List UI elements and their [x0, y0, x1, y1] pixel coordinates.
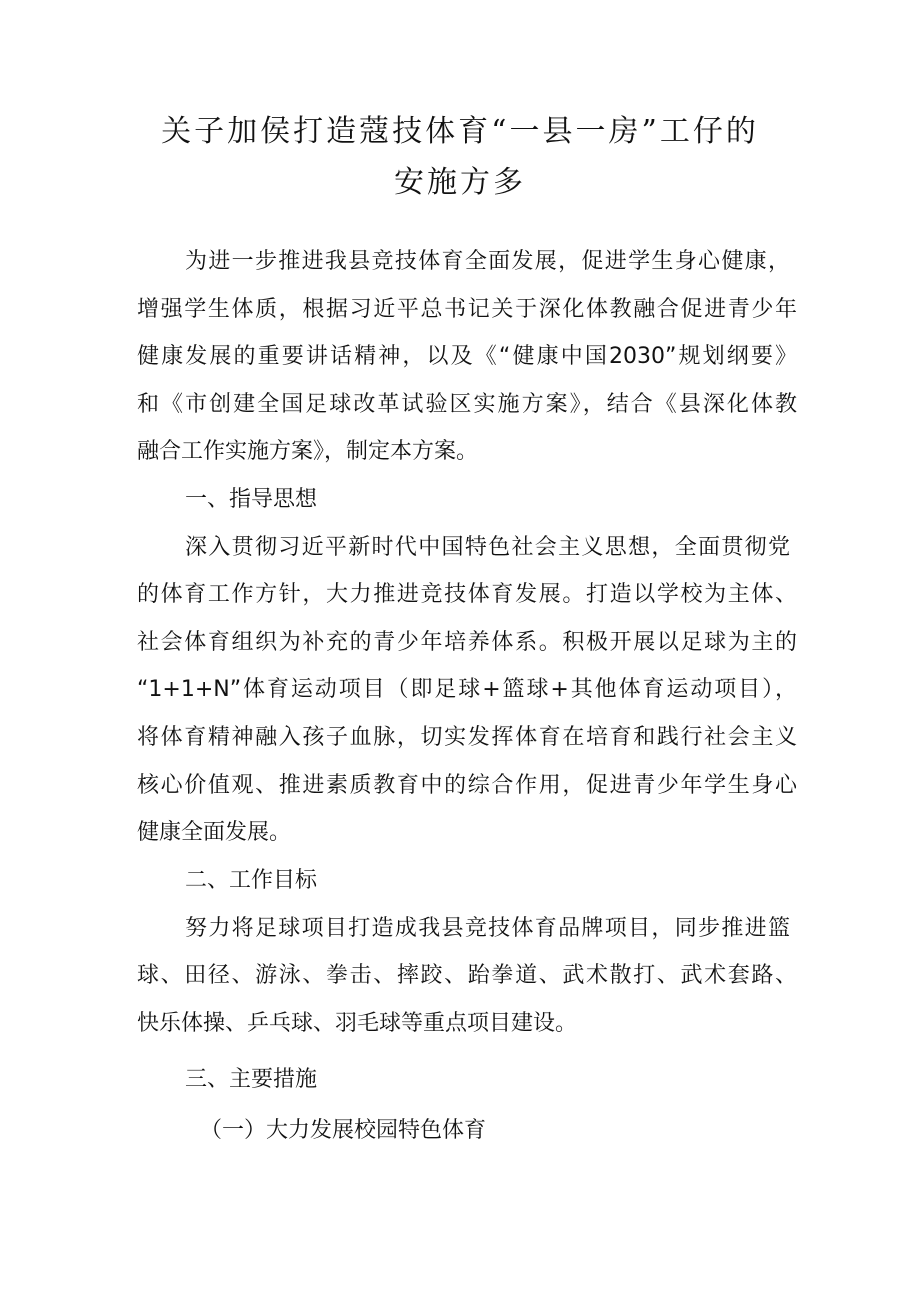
section-heading-guiding-thought: 一、指导思想: [185, 487, 318, 512]
section2-line: 球、田径、游泳、拳击、摔跤、跆拳道、武术散打、武术套路、: [137, 963, 797, 988]
section2-line: 快乐体操、乒乓球、羽毛球等重点项目建设。: [137, 1011, 578, 1036]
intro-line: 为进一步推进我县竞技体育全面发展，促进学生身心健康，: [185, 249, 790, 274]
intro-line: 健康发展的重要讲话精神，以及《“健康中国2030”规划纲要》: [137, 344, 797, 369]
section1-line: 社会体育组织为补充的青少年培养体系。积极开展以足球为主的: [137, 630, 797, 655]
intro-line: 和《市创建全国足球改革试验区实施方案》，结合《县深化体教: [137, 392, 797, 417]
intro-line: 增强学生体质，根据习近平总书记关于深化体教融合促进青少年: [137, 297, 797, 322]
section-heading-work-goals: 二、工作目标: [185, 868, 318, 893]
section1-line: 将体育精神融入孩子血脉，切实发挥体育在培育和践行社会主义: [137, 725, 797, 750]
intro-line: 融合工作实施方案》，制定本方案。: [137, 439, 479, 464]
section1-line: 的体育工作方针，大力推进竞技体育发展。打造以学校为主体、: [137, 582, 797, 607]
subsection-heading-campus-sports: （一）大力发展校园特色体育: [200, 1118, 487, 1143]
section1-line: 深入贯彻习近平新时代中国特色社会主义思想，全面贯彻党: [185, 535, 790, 560]
section-heading-main-measures: 三、主要措施: [185, 1067, 318, 1092]
title-line-2: 安施方多: [394, 165, 526, 200]
title-line-1: 关子加侯打造蔻技体育“一县一房”工仔的: [161, 114, 759, 149]
section1-line: 健康全面发展。: [137, 820, 292, 845]
section2-line: 努力将足球项目打造成我县竞技体育品牌项目，同步推进篮: [185, 916, 790, 941]
section1-line: “1+1+N”体育运动项目（即足球+篮球+其他体育运动项目），: [137, 677, 797, 702]
section1-line: 核心价值观、推进素质教育中的综合作用，促进青少年学生身心: [137, 773, 797, 798]
